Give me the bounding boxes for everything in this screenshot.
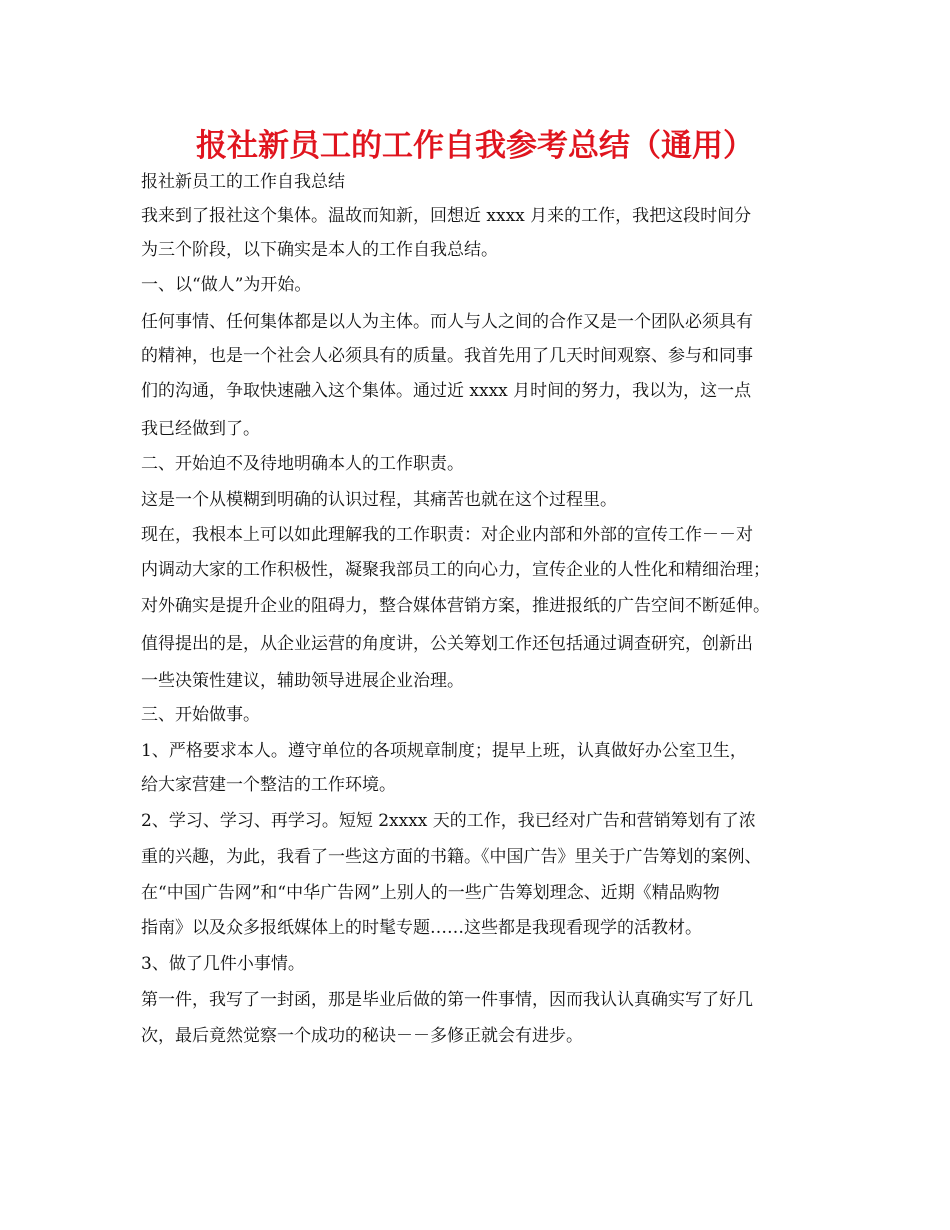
paragraph-line: 重的兴趣，为此，我看了一些这方面的书籍。《中国广告》里关于广告筹划的案例、 [141,847,762,867]
paragraph-line: 们的沟通，争取快速融入这个集体。通过近 xxxx 月时间的努力，我以为，这一点 [141,381,752,401]
section-heading: 一、以“做人”为开始。 [141,275,312,295]
paragraph-line: 第一件，我写了一封函，那是毕业后做的第一件事情，因而我认认真确实写了好几 [141,990,753,1010]
paragraph-line: 给大家营建一个整洁的工作环境。 [141,775,396,795]
subtitle-line: 报社新员工的工作自我总结 [141,172,345,192]
paragraph-line: 次，最后竟然觉察一个成功的秘诀－－多修正就会有进步。 [141,1026,583,1046]
paragraph-line: 为三个阶段，以下确实是本人的工作自我总结。 [141,240,498,260]
paragraph-line: 现在，我根本上可以如此理解我的工作职责：对企业内部和外部的宣传工作－－对 [141,525,753,545]
section-heading: 三、开始做事。 [141,705,260,725]
paragraph-line: 值得提出的是，从企业运营的角度讲，公关筹划工作还包括通过调查研究，创新出 [141,634,753,654]
paragraph-line: 我已经做到了。 [141,419,260,439]
paragraph-line: 一些决策性建议，辅助领导进展企业治理。 [141,671,464,691]
paragraph-line: 这是一个从模糊到明确的认识过程，其痛苦也就在这个过程里。 [141,490,617,510]
paragraph-line: 对外确实是提升企业的阻碍力，整合媒体营销方案，推进报纸的广告空间不断延伸。 [141,596,770,616]
paragraph-line: 任何事情、任何集体都是以人为主体。而人与人之间的合作又是一个团队必须具有 [141,312,753,332]
paragraph-line: 2、学习、学习、再学习。短短 2xxxx 天的工作，我已经对广告和营销筹划有了浓 [141,811,756,831]
paragraph-line: 在“中国广告网”和“中华广告网”上别人的一些广告筹划理念、近期《精品购物 [141,883,720,903]
document-title: 报社新员工的工作自我参考总结（通用） [196,128,754,164]
section-heading: 3、做了几件小事情。 [141,954,305,974]
paragraph-line: 内调动大家的工作积极性，凝聚我部员工的向心力，宣传企业的人性化和精细治理； [141,560,770,580]
paragraph-line: 1、严格要求本人。遵守单位的各项规章制度；提早上班，认真做好办公室卫生， [141,741,747,761]
section-heading: 二、开始迫不及待地明确本人的工作职责。 [141,454,464,474]
paragraph-line: 的精神，也是一个社会人必须具有的质量。我首先用了几天时间观察、参与和同事 [141,346,753,366]
paragraph-line: 指南》以及众多报纸媒体上的时髦专题……这些都是我现看现学的活教材。 [141,918,702,938]
paragraph-line: 我来到了报社这个集体。温故而知新，回想近 xxxx 月来的工作，我把这段时间分 [141,206,752,226]
